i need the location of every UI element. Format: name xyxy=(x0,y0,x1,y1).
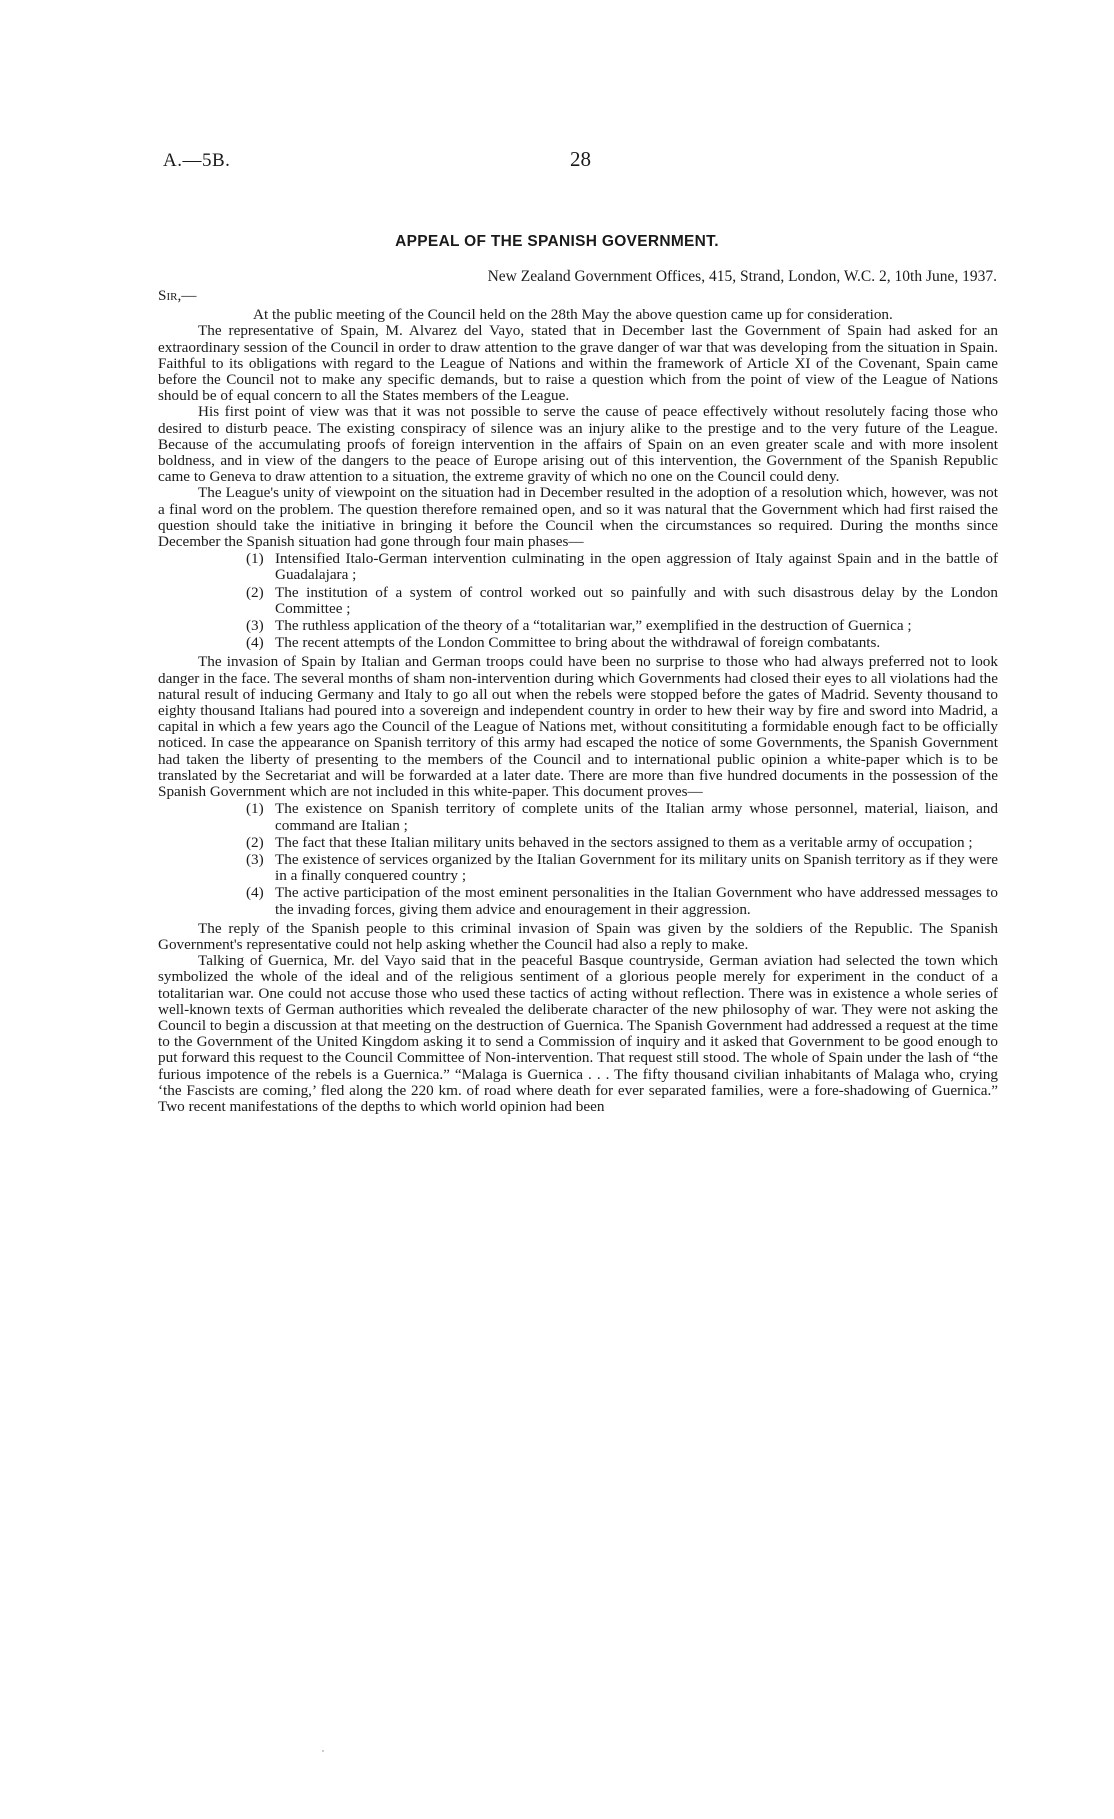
list-item-number: (3) xyxy=(246,617,264,635)
page-number: 28 xyxy=(570,147,591,171)
salutation: Sir,— xyxy=(158,287,197,304)
list-item xyxy=(158,852,998,884)
phases-list xyxy=(158,551,998,651)
list-item-number: (1) xyxy=(246,800,264,818)
list-item xyxy=(158,585,998,617)
paragraph: His first point of view was that it was not possible to serve the cause of peace effectively without resolutely facing those who desired to disturb peace. The existing conspiracy of silence was an injury alike to the prestige and to the very future of the League. Because of the accumulating proofs of foreign intervention in the affairs of Spain on an even greater scale and with more insolent boldness, and in view of the dangers to the peace of Europe arising out of this intervention, the Government of the Spanish Republic came to Geneva to draw attention to a situation, the extreme gravity of which no one on the Council could deny. xyxy=(158,403,998,486)
document-reference: A.—5B. xyxy=(163,150,231,171)
paragraph: The representative of Spain, M. Alvarez del Vayo, stated that in December last the Government of Spain had asked for an extraordinary session of the Council in order to draw attention to the grave danger of war that was developing from the situation in Spain. Faithful to its obligations with regard to the League of Nations and within the framework of Article XI of the Covenant, Spain came before the Council not to make any specific demands, but to raise a question which from the point of view of the League of Nations should be of equal concern to all the States members of the League. xyxy=(158,322,998,405)
list-item-number: (4) xyxy=(246,884,264,902)
document-title: APPEAL OF THE SPANISH GOVERNMENT. xyxy=(395,233,719,250)
list-item-number: (2) xyxy=(246,833,264,851)
letter-body xyxy=(158,288,998,1115)
list-item xyxy=(158,551,998,583)
list-item-number: (3) xyxy=(246,850,264,868)
list-item-text: The recent attempts of the London Committee to bring about the withdrawal of foreign combatants. xyxy=(275,634,881,652)
scan-speck xyxy=(322,1750,324,1752)
list-item xyxy=(158,835,998,851)
dateline: New Zealand Government Offices, 415, Strand, London, W.C. 2, 10th June, 1937. xyxy=(487,268,997,285)
list-item-text: The institution of a system of control worked out so painfully and with such disastrous delay by the London Committee ; xyxy=(275,583,998,617)
list-item-text: Intensified Italo-German intervention culminating in the open aggression of Italy against Spain and in the battle of Guadalajara ; xyxy=(275,550,998,584)
list-item-number: (4) xyxy=(246,634,264,652)
paragraph: The reply of the Spanish people to this criminal invasion of Spain was given by the soldiers of the Republic. The Spanish Government's representative could not help asking whether the Council had also a reply to make. xyxy=(158,919,998,953)
list-item xyxy=(158,801,998,833)
list-item xyxy=(158,635,998,651)
list-item-text: The existence of services organized by the Italian Government for its military units on Spanish territory as if they were in a finally conquered country ; xyxy=(275,850,998,885)
list-item-number: (1) xyxy=(246,550,264,568)
paragraph: The League's unity of viewpoint on the situation had in December resulted in the adoption of a resolution which, however, was not a final word on the problem. The question therefore remained open, and so it was natural that the Government which had first raised the question should take the initiative in bringing it before the Council when the circumstances so required. During the months since December the Spanish situation had gone through four main phases— xyxy=(158,484,998,551)
proofs-list xyxy=(158,801,998,917)
list-item xyxy=(158,885,998,917)
paragraph: The invasion of Spain by Italian and German troops could have been no surprise to those who had always preferred not to look danger in the face. The several months of sham non-intervention during which Governments had closed their eyes to all violations had the natural result of inducing Germany and Italy to go all out when the rebels were stopped before the gates of Madrid. Seventy thousand to eighty thousand Italians had poured into a sovereign and independent country in order to hew their way by fire and sword into Madrid, a capital in which a few years ago the Council of the League of Nations met, without consitituting a formidable enough fact to be officially noticed. In case the appearance on Spanish territory of this army had escaped the notice of some Governments, the Spanish Government had taken the liberty of presenting to the members of the Council and to international public opinion a white-paper which is to be translated by the Secretariat and will be forwarded at a later date. There are more than five hundred documents in the possession of the Spanish Government which are not included in this white-paper. This document proves— xyxy=(158,653,998,801)
list-item-number: (2) xyxy=(246,583,264,601)
list-item xyxy=(158,618,998,634)
list-item-text: The ruthless application of the theory of a “totalitarian war,” exemplified in the destruction of Guernica ; xyxy=(275,617,912,635)
paragraph: Talking of Guernica, Mr. del Vayo said that in the peaceful Basque countryside, German aviation had selected the town which symbolized the whole of the ideal and of the religious sentiment of a glorious people merely for experiment in the conduct of a totalitarian war. One could not accuse those who used these tactics of acting without reflection. There was in existence a whole series of well-known texts of German authorities which revealed the deliberate character of the new philosophy of war. They were not asking the Council to begin a discussion at that meeting on the destruction of Guernica. The Spanish Government had addressed a request at the time to the Government of the United Kingdom asking it to send a Commission of inquiry and it asked that Government to be good enough to put forward this request to the Council Committee of Non-intervention. That request still stood. The whole of Spain under the lash of “the furious impotence of the rebels is a Guernica.” “Malaga is Guernica . . . The fifty thousand civilian inhabitants of Malaga who, crying ‘the Fascists are coming,’ fled along the 220 km. of road where death for ever separated families, were a fore-shadowing of Guernica.” Two recent manifestations of the depths to which world opinion had been xyxy=(158,952,998,1115)
list-item-text: The existence on Spanish territory of complete units of the Italian army whose personnel, material, liaison, and command are Italian ; xyxy=(275,800,998,834)
list-item-text: The fact that these Italian military units behaved in the sectors assigned to them as a veritable army of occupation ; xyxy=(275,833,973,851)
paragraph: At the public meeting of the Council held on the 28th May the above question came up for consideration. xyxy=(253,306,893,324)
list-item-text: The active participation of the most eminent personalities in the Italian Government who have addressed messages to the invading forces, giving them advice and enouragement in their aggression. xyxy=(275,884,998,918)
